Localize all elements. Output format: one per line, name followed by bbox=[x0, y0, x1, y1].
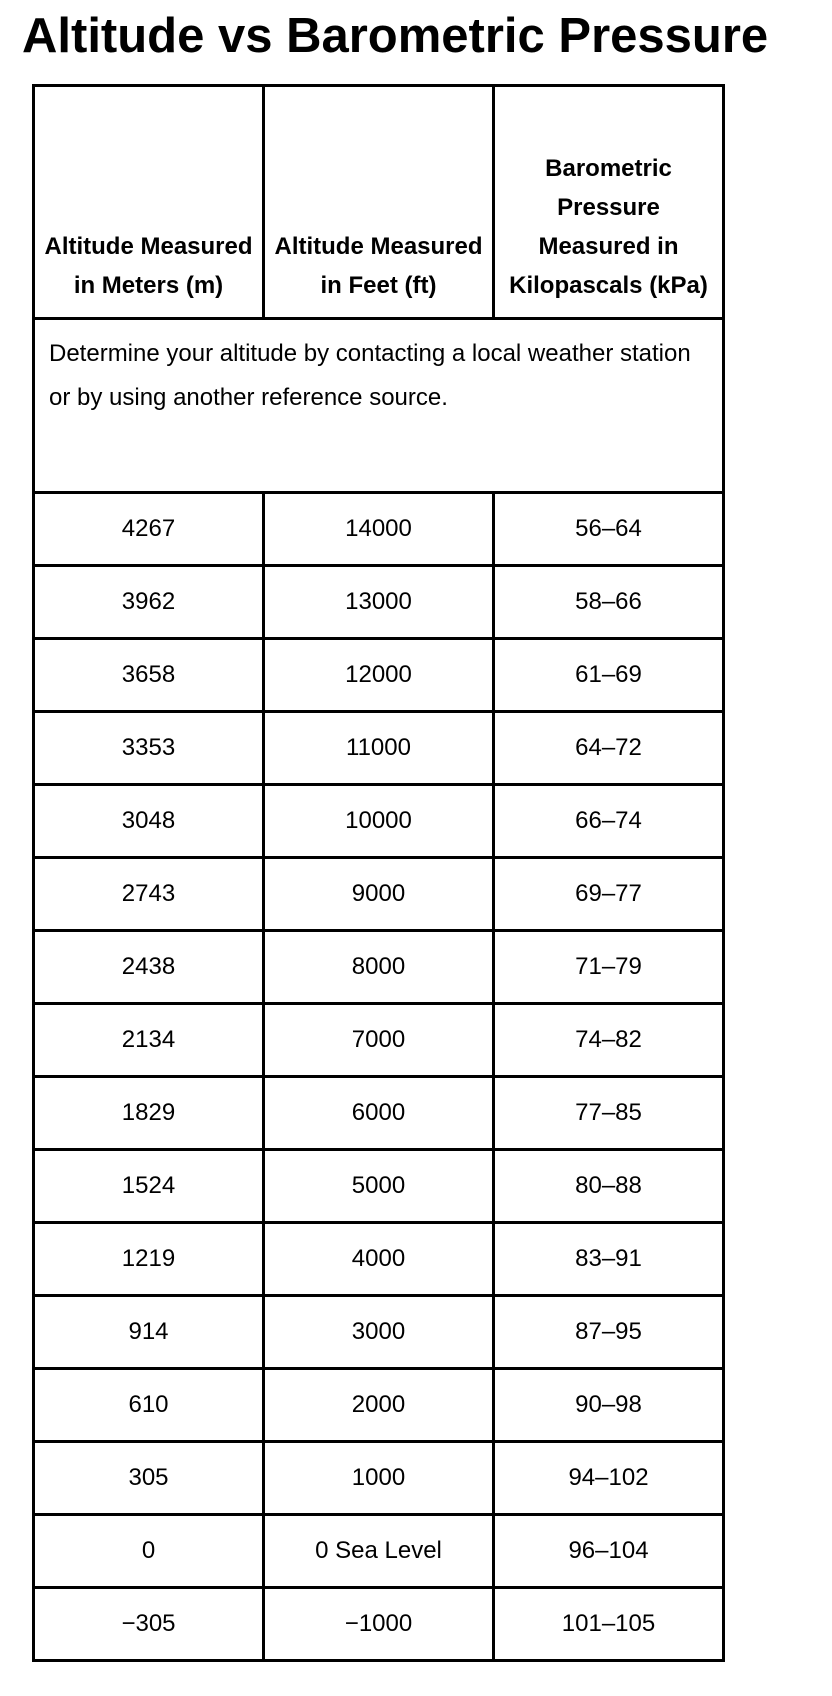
cell-feet: 12000 bbox=[264, 639, 494, 712]
cell-feet: 7000 bbox=[264, 1004, 494, 1077]
cell-feet: 2000 bbox=[264, 1369, 494, 1442]
table-row bbox=[34, 1588, 724, 1661]
cell-kpa: 58–66 bbox=[494, 566, 724, 639]
table-row bbox=[34, 1004, 724, 1077]
cell-feet: 9000 bbox=[264, 858, 494, 931]
note-text: Determine your altitude by contacting a local weather station or by using another reference source. bbox=[34, 319, 724, 493]
cell-feet: −1000 bbox=[264, 1588, 494, 1661]
table-row bbox=[34, 785, 724, 858]
cell-kpa: 77–85 bbox=[494, 1077, 724, 1150]
cell-meters: 1219 bbox=[34, 1223, 264, 1296]
cell-kpa: 83–91 bbox=[494, 1223, 724, 1296]
cell-kpa: 71–79 bbox=[494, 931, 724, 1004]
header-kpa-label: Barometric Pressure Measured in Kilopascals (kPa) bbox=[509, 155, 708, 299]
table-row bbox=[34, 1223, 724, 1296]
cell-kpa: 80–88 bbox=[494, 1150, 724, 1223]
header-feet bbox=[264, 86, 494, 319]
header-meters bbox=[34, 86, 264, 319]
cell-feet: 11000 bbox=[264, 712, 494, 785]
cell-meters: 305 bbox=[34, 1442, 264, 1515]
cell-feet: 4000 bbox=[264, 1223, 494, 1296]
cell-meters: 2743 bbox=[34, 858, 264, 931]
table-row bbox=[34, 639, 724, 712]
cell-feet: 14000 bbox=[264, 493, 494, 566]
cell-feet: 10000 bbox=[264, 785, 494, 858]
cell-meters: 2438 bbox=[34, 931, 264, 1004]
cell-kpa: 87–95 bbox=[494, 1296, 724, 1369]
cell-kpa: 74–82 bbox=[494, 1004, 724, 1077]
table-row bbox=[34, 1442, 724, 1515]
table-row bbox=[34, 1369, 724, 1442]
cell-kpa: 101–105 bbox=[494, 1588, 724, 1661]
cell-meters: 1829 bbox=[34, 1077, 264, 1150]
table-row bbox=[34, 493, 724, 566]
table-row bbox=[34, 1296, 724, 1369]
table-row bbox=[34, 931, 724, 1004]
table-row bbox=[34, 858, 724, 931]
cell-meters: 3048 bbox=[34, 785, 264, 858]
note-row bbox=[34, 319, 724, 493]
cell-meters: 0 bbox=[34, 1515, 264, 1588]
cell-meters: 914 bbox=[34, 1296, 264, 1369]
altitude-pressure-table bbox=[32, 84, 725, 1662]
table-body bbox=[34, 319, 724, 1661]
cell-meters: 2134 bbox=[34, 1004, 264, 1077]
cell-meters: −305 bbox=[34, 1588, 264, 1661]
cell-feet: 5000 bbox=[264, 1150, 494, 1223]
cell-meters: 3353 bbox=[34, 712, 264, 785]
header-feet-label: Altitude Measured in Feet (ft) bbox=[274, 233, 483, 299]
cell-feet: 0 Sea Level bbox=[264, 1515, 494, 1588]
cell-meters: 610 bbox=[34, 1369, 264, 1442]
cell-kpa: 61–69 bbox=[494, 639, 724, 712]
cell-kpa: 56–64 bbox=[494, 493, 724, 566]
cell-feet: 8000 bbox=[264, 931, 494, 1004]
table-row bbox=[34, 1150, 724, 1223]
header-row bbox=[34, 86, 724, 319]
table-row bbox=[34, 566, 724, 639]
header-kpa bbox=[494, 86, 724, 319]
cell-feet: 1000 bbox=[264, 1442, 494, 1515]
cell-kpa: 66–74 bbox=[494, 785, 724, 858]
cell-kpa: 90–98 bbox=[494, 1369, 724, 1442]
cell-meters: 3962 bbox=[34, 566, 264, 639]
table-row bbox=[34, 1515, 724, 1588]
cell-meters: 3658 bbox=[34, 639, 264, 712]
page-title: Altitude vs Barometric Pressure bbox=[22, 9, 769, 63]
cell-kpa: 64–72 bbox=[494, 712, 724, 785]
cell-kpa: 94–102 bbox=[494, 1442, 724, 1515]
cell-feet: 6000 bbox=[264, 1077, 494, 1150]
table-row bbox=[34, 1077, 724, 1150]
cell-feet: 3000 bbox=[264, 1296, 494, 1369]
cell-meters: 1524 bbox=[34, 1150, 264, 1223]
cell-kpa: 69–77 bbox=[494, 858, 724, 931]
cell-meters: 4267 bbox=[34, 493, 264, 566]
table-row bbox=[34, 712, 724, 785]
cell-feet: 13000 bbox=[264, 566, 494, 639]
cell-kpa: 96–104 bbox=[494, 1515, 724, 1588]
header-meters-label: Altitude Measured in Meters (m) bbox=[44, 233, 253, 299]
